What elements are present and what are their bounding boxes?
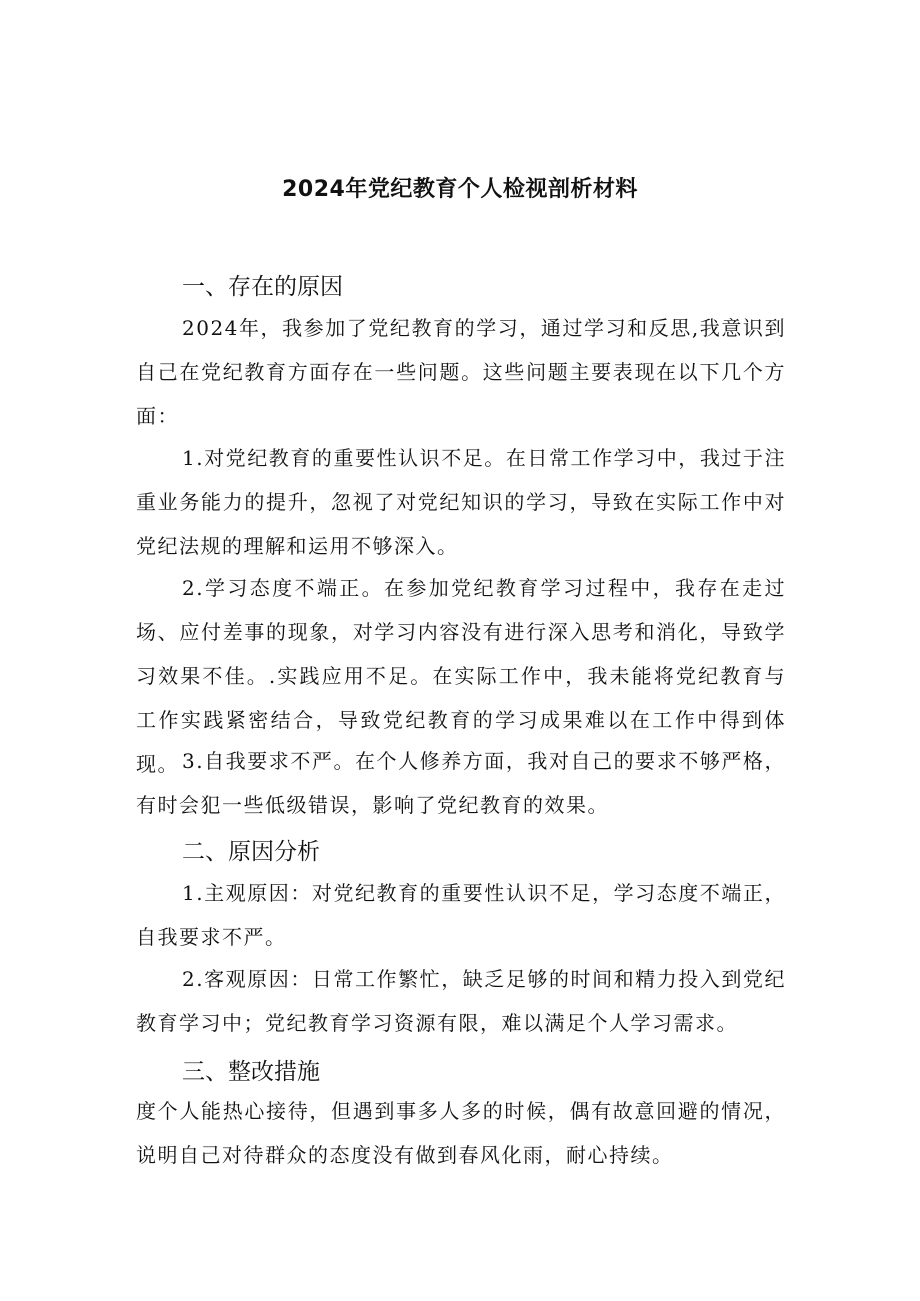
paragraph: 1.主观原因：对党纪教育的重要性认识不足，学习态度不端正，自我要求不严。	[136, 881, 786, 949]
paragraph: 3.自我要求不严。在个人修养方面，我对自己的要求不够严格，有时会犯一些低级错误，影响了党纪教育的效果。	[136, 749, 786, 817]
paragraph: 2.客观原因：日常工作繁忙，缺乏足够的时间和精力投入到党纪教育学习中；党纪教育学习资源有限，难以满足个人学习需求。	[136, 967, 786, 1035]
paragraph: 2.学习态度不端正。在参加党纪教育学习过程中，我存在走过场、应付差事的现象，对学习内容没有进行深入思考和消化，导致学习效果不佳。.实践应用不足。在实际工作中，我未能将党纪教育与工作实践紧密结合，导致党纪教育的学习成果难以在工作中得到体现。	[136, 576, 786, 776]
section-heading-2: 二、原因分析	[182, 839, 320, 865]
paragraph: 度个人能热心接待，但遇到事多人多的时候，偶有故意回避的情况，说明自己对待群众的态度没有做到春风化雨，耐心持续。	[136, 1099, 786, 1167]
section-heading-3: 三、整改措施	[182, 1059, 320, 1085]
paragraph: 2024年，我参加了党纪教育的学习，通过学习和反思,我意识到自己在党纪教育方面存在一些问题。这些问题主要表现在以下几个方面：	[136, 316, 786, 428]
document-title: 2024年党纪教育个人检视剖析材料	[282, 177, 638, 202]
section-heading-1: 一、存在的原因	[182, 274, 343, 300]
paragraph: 1.对党纪教育的重要性认识不足。在日常工作学习中，我过于注重业务能力的提升，忽视了对党纪知识的学习，导致在实际工作中对党纪法规的理解和运用不够深入。	[136, 446, 786, 558]
